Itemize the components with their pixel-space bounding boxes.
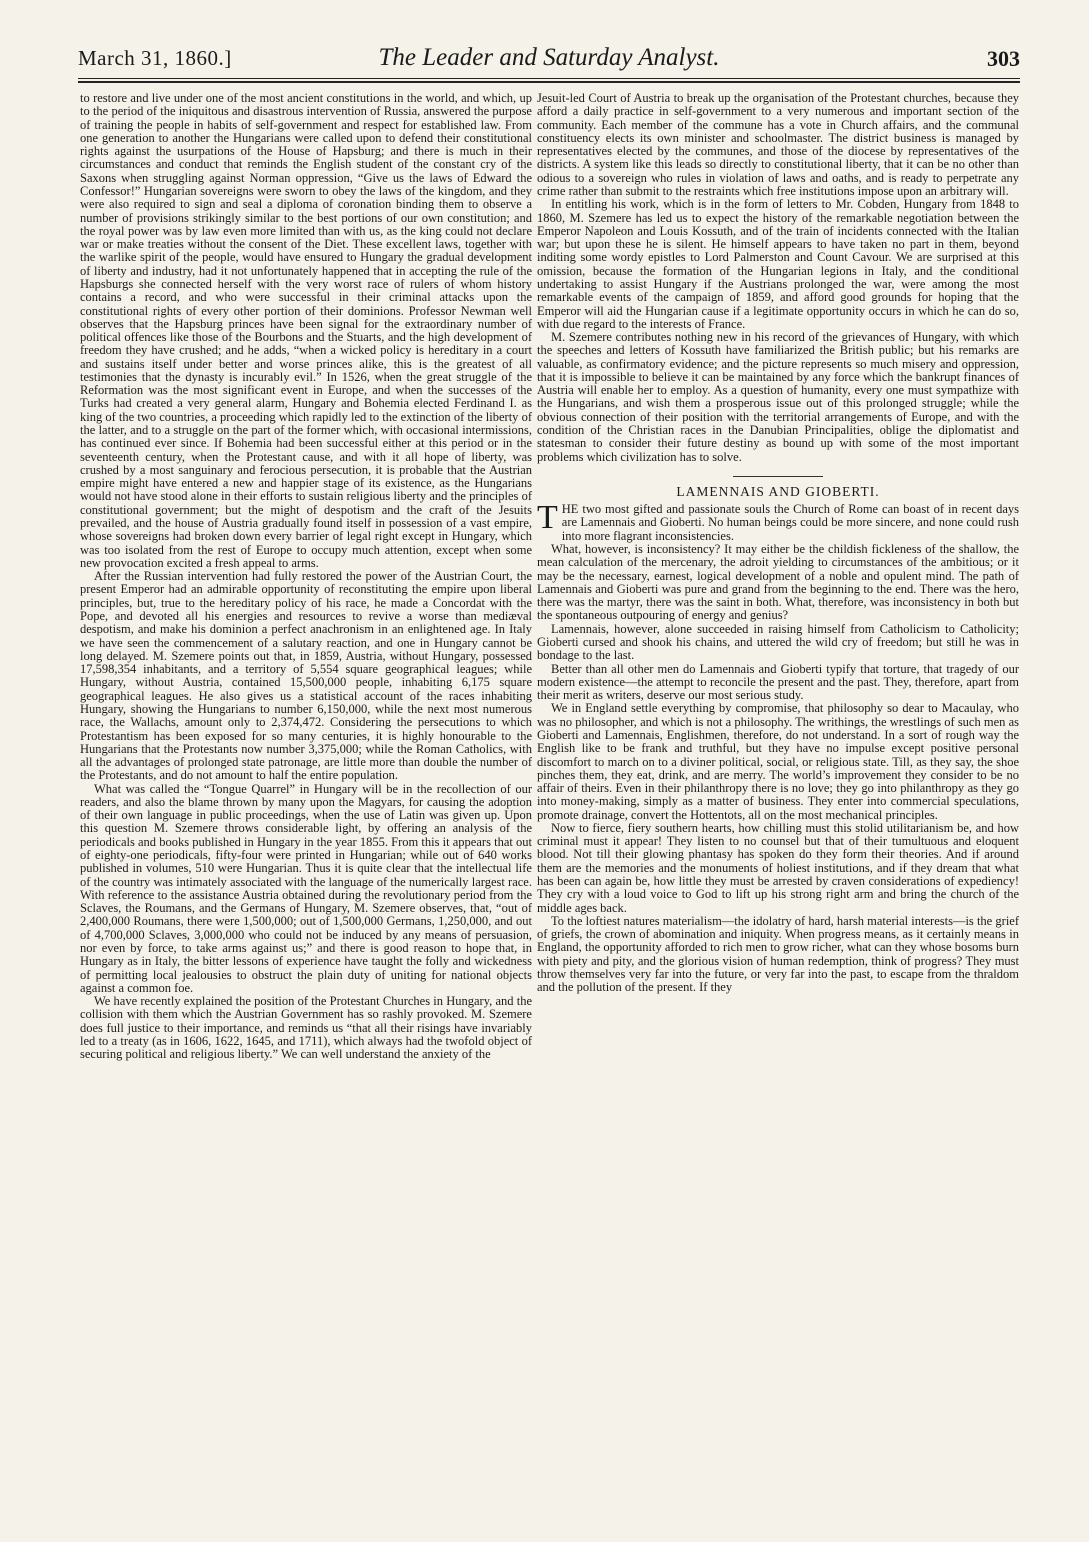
right-paragraph-3: M. Szemere contributes nothing new in his record of the grievances of Hungary, with which the speeches and letters of Kossuth have familiarized the British public; but his remarks are valuable, as confirmatory evidence; and the picture represents so much misery and oppression, that it is impossible to believe it can be maintained by any force which the bankrupt finances of Austria will enable her to employ. As a question of humanity, every one must sympathize with the Hungarians, and wish them a prosperous issue out of this prolonged struggle; while the obvious connection of their position with the territorial arrangements of Europe, and with the condition of the Christian races in the Danubian Principalities, oblige the diplomatist and statesman to consider their future destiny as bound up with some of the most important problems which civilization has to solve. (537, 330, 1019, 464)
article-paragraph-2: What, however, is inconsistency? It may either be the childish fickleness of the shallow, the mean calculation of the mercenary, the adroit yielding to circumstances of the ambitious; or it may be the necessary, earnest, logical development of a noble and opulent mind. The path of Lamennais and Gioberti was pure and grand from the beginning to the end. There was the hero, there was the martyr, there was the saint in both. What, therefore, was inconsistency in both but the spontaneous outpouring of energy and genius? (537, 542, 1019, 623)
publication-title: The Leader and Saturday Analyst. (378, 44, 720, 71)
left-paragraph-4: We have recently explained the position of the Protestant Churches in Hungary, and the collision with them which the Austrian Government has so rashly provoked. M. Szemere does full justice to their importance, and reminds us “that all their risings have invariably led to a treaty (as in 1606, 1622, 1645, and 1711), which always had the twofold object of securing political and religious liberty.” We can well understand the anxiety of the (80, 994, 532, 1062)
left-paragraph-1: to restore and live under one of the most ancient constitutions in the world, and which, up to the period of the iniquitous and disastrous intervention of Russia, answered the purpose of training the people in habits of self-government and respect for established law. From one generation to another the Hungarians were called upon to defend their constitutional rights against the usurpations of the House of Hapsburg; and there is much in their circumstances and conduct that reminds the English student of the constant cry of the Saxons when struggling against Norman oppression, “Give us the laws of Edward the Confessor!” Hungarian sovereigns were sworn to obey the laws of the kingdom, and they were also required to sign and seal a diploma of coronation binding them to observe a number of provisions strikingly similar to the best portions of our own constitution; and the royal power was by law even more limited than with us, as the king could not declare war or make treaties without the consent of the Diet. These excellent laws, together with the warlike spirit of the people, would have ensured to Hungary the gradual development of liberty and industry, had it not unfortunately happened that in accepting the rule of the Hapsburgs she connected herself with the very worst race of rulers of whom history contains a record, and who were successful in their criminal attacks upon the constitutional rights of every other portion of their dominions. Professor Newman well observes that the Hapsburg princes have been signal for the extraordinary number of political offences like those of the Bourbons and the Stuarts, and the high development of freedom they have crushed; and he adds, “when a wicked policy is hereditary in a court and sustains itself under better and worse princes alike, this is the greatest of all testimonies that the dynasty is incurably evil.” In 1526, when the great struggle of the Reformation was the most significant event in Europe, and when the successes of the Turks had created a very general alarm, Hungary and Bohemia elected Ferdinand I. as king of the two countries, a proceeding which rapidly led to the extinction of the liberty of the latter, and to a struggle on the part of the former which, with occasional intermissions, has continued ever since. If Bohemia had been successful either at this period or in the seventeenth century, when the Protestant cause, and with it all hope of liberty, was crushed by a most sanguinary and ferocious persecution, it is probable that the Austrian empire might have entered a new and happier stage of its existence, as the Hungarians would not have stood alone in their efforts to sustain religious liberty and the principles of constitutional government; but the might of despotism and the craft of the Jesuits prevailed, and the house of Austria gradually found itself in possession of a vast empire, whose sovereigns had broken down every barrier of legal right except in Hungary, which was too isolated from the rest of Europe to occupy much attention, except when some new provocation excited a fresh appeal to arms. (80, 91, 532, 570)
article-paragraph-4: Better than all other men do Lamennais and Gioberti typify that torture, that tragedy of our modern existence—the attempt to reconcile the present and the past. They, therefore, apart from their merit as writers, deserve our most serious study. (537, 661, 1019, 703)
page-header (78, 42, 1020, 76)
drop-cap: T (537, 499, 558, 537)
article-title: LAMENNAIS AND GIOBERTI. (676, 483, 880, 499)
left-paragraph-2: After the Russian intervention had fully restored the power of the Austrian Court, the present Emperor had an admirable opportunity of reconstituting the empire upon liberal principles, but, true to the hereditary policy of his race, he made a Concordat with the Pope, and devoted all his energies and resources to revive a worse than mediæval despotism, and make his dominion a perfect anachronism in an enlightened age. In Italy we have seen the commencement of a salutary reaction, and one in Hungary cannot be long delayed. M. Szemere points out that, in 1859, Austria, without Hungary, possessed 17,598,354 inhabitants, and a territory of 5,554 square geographical leagues; while Hungary, without Austria, contained 15,500,000 people, inhabiting 6,175 square geographical leagues. He also gives us a statistical account of the races inhabiting Hungary, showing the Hungarians to number 6,150,000, while the next most numerous race, the Wallachs, amount only to 2,374,472. Considering the persecutions to which Protestantism has been exposed for so many centuries, it is highly honourable to the Hungarians that the Protestants now number 3,375,000; while the Roman Catholics, with all the advantages of prolonged state patronage, are little more than double the number of the Protestants, and do not amount to half the entire population. (80, 569, 532, 783)
article-paragraph-7: To the loftiest natures materialism—the idolatry of hard, harsh material interests—is the grief of griefs, the crown of abomination and iniquity. When progress means, as it certainly means in England, the opportunity afforded to rich men to grow richer, what can they whose bosoms burn with piety and pity, and the glorious vision of human redemption, think of progress? They must throw themselves very far into the future, or very far into the past, to escape from the thraldom and the pollution of the present. If they (537, 913, 1019, 995)
header-rule-thick (78, 81, 1020, 83)
article-separator (733, 476, 823, 477)
right-paragraph-1: Jesuit-led Court of Austria to break up the organisation of the Protestant churches, because they afford a daily practice in self-government to a very numerous and important section of the community. Each member of the commune has a vote in Church affairs, and the communal constituency elects its own minister and schoolmaster. The district business is managed by representatives elected by the communes, and those of the diocese by representatives of the districts. A system like this leads so directly to constitutional liberty, that it can be no other than odious to a sovereign who rules in violation of laws and oaths, and is ready to perpetrate any crime rather than submit to the restraints which free institutions impose upon an arbitrary will. (537, 91, 1019, 198)
right-column (537, 92, 1019, 995)
article-paragraph-5: We in England settle everything by compromise, that philosophy so dear to Macaulay, who was no philosopher, and which is not a philosophy. The writhings, the wrestlings of such men as Gioberti and Lamennais, Englishmen, therefore, do not understand. In a sort of rough way the English like to be frank and truthful, but they have no impulse except positive personal discomfort to march on to a diviner political, social, or religious state. Till, as they say, the shoe pinches them, they eat, drink, and are merry. The world’s improvement they consider to be no affair of theirs. Even in their philanthropy there is no love; they go into philanthropy as they go into money-making, simply as a matter of business. They enter into commercial speculations, promote drainage, convert the Hottentots, all on the most mechanical principles. (537, 701, 1019, 822)
article-paragraph-1 (537, 499, 1019, 543)
left-column (80, 92, 532, 1062)
article-paragraph-6: Now to fierce, fiery southern hearts, how chilling must this stolid utilitarianism be, and how criminal must it appear! They listen to no counsel but that of their tumultuous and eloquent blood. Not till their glowing phantasy has spoken do they form their theories. And if around them are the memories and the monuments of holiest institutions, and if they dream that what has been can again be, how little they must be arrested by craven considerations of expediency! They cry with a loud voice to God to lift up his strong right arm and bring the church of the middle ages back. (537, 820, 1019, 915)
article-paragraph-1-text: HE two most gifted and passionate souls the Church of Rome can boast of in recent days are Lamennais and Gioberti. No human beings could be more sincere, and none could rush into more flagrant inconsistencies. (561, 502, 1019, 543)
page-number: 303 (987, 46, 1020, 71)
header-date: March 31, 1860.] (78, 46, 232, 70)
article-paragraph-3: Lamennais, however, alone succeeded in raising himself from Catholicism to Catholicity; Gioberti cursed and shook his chains, and uttered the wild cry of freedom; but still he was in bondage to the last. (537, 621, 1019, 663)
left-paragraph-3: What was called the “Tongue Quarrel” in Hungary will be in the recollection of our readers, and also the blame thrown by many upon the Magyars, for causing the adoption of their own language in public proceedings, when the use of Latin was given up. Upon this question M. Szemere throws considerable light, by offering an analysis of the periodicals and books published in Hungary in the year 1855. From this it appears that out of eighty-one periodicals, fifty-four were printed in Hungarian; while out of 640 works published in volumes, 510 were Hungarian. Thus it is quite clear that the intellectual life of the country was intimately associated with the language of the numerically largest race. With reference to the assistance Austria obtained during the revolutionary period from the Sclaves, the Roumans, and the Germans of Hungary, M. Szemere observes, that, “out of 2,400,000 Roumans, there were 1,500,000; out of 1,500,000 Germans, 1,250,000, and out of 4,700,000 Sclaves, 3,000,000 who could not be induced by any means of persuasion, nor even by force, to take arms against us;” and there is good reason to hope that, in Hungary as in Italy, the bitter lessons of experience have taught the folly and wickedness of permitting local jealousies to obstruct the plain duty of uniting for national objects against a common foe. (80, 781, 532, 995)
header-rule (78, 78, 1020, 79)
right-paragraph-2: In entitling his work, which is in the form of letters to Mr. Cobden, Hungary from 1848 to 1860, M. Szemere has led us to expect the history of the remarkable negotiation between the Emperor Napoleon and Louis Kossuth, and of the train of incidents connected with the Italian war; but upon these he is silent. He himself appears to have taken no part in them, beyond inditing some wordy epistles to Lord Palmerston and Count Cavour. We are surprised at this omission, because the formation of the Hungarian legions in Italy, and the conditional undertaking to assist Hungary if the Austrians prolonged the war, were among the most remarkable events of the campaign of 1859, and afford good grounds for hoping that the Emperor will aid the Hungarian cause if a legitimate opportunity occurs in which he can do so, with due regard to the interests of France. (537, 197, 1019, 331)
